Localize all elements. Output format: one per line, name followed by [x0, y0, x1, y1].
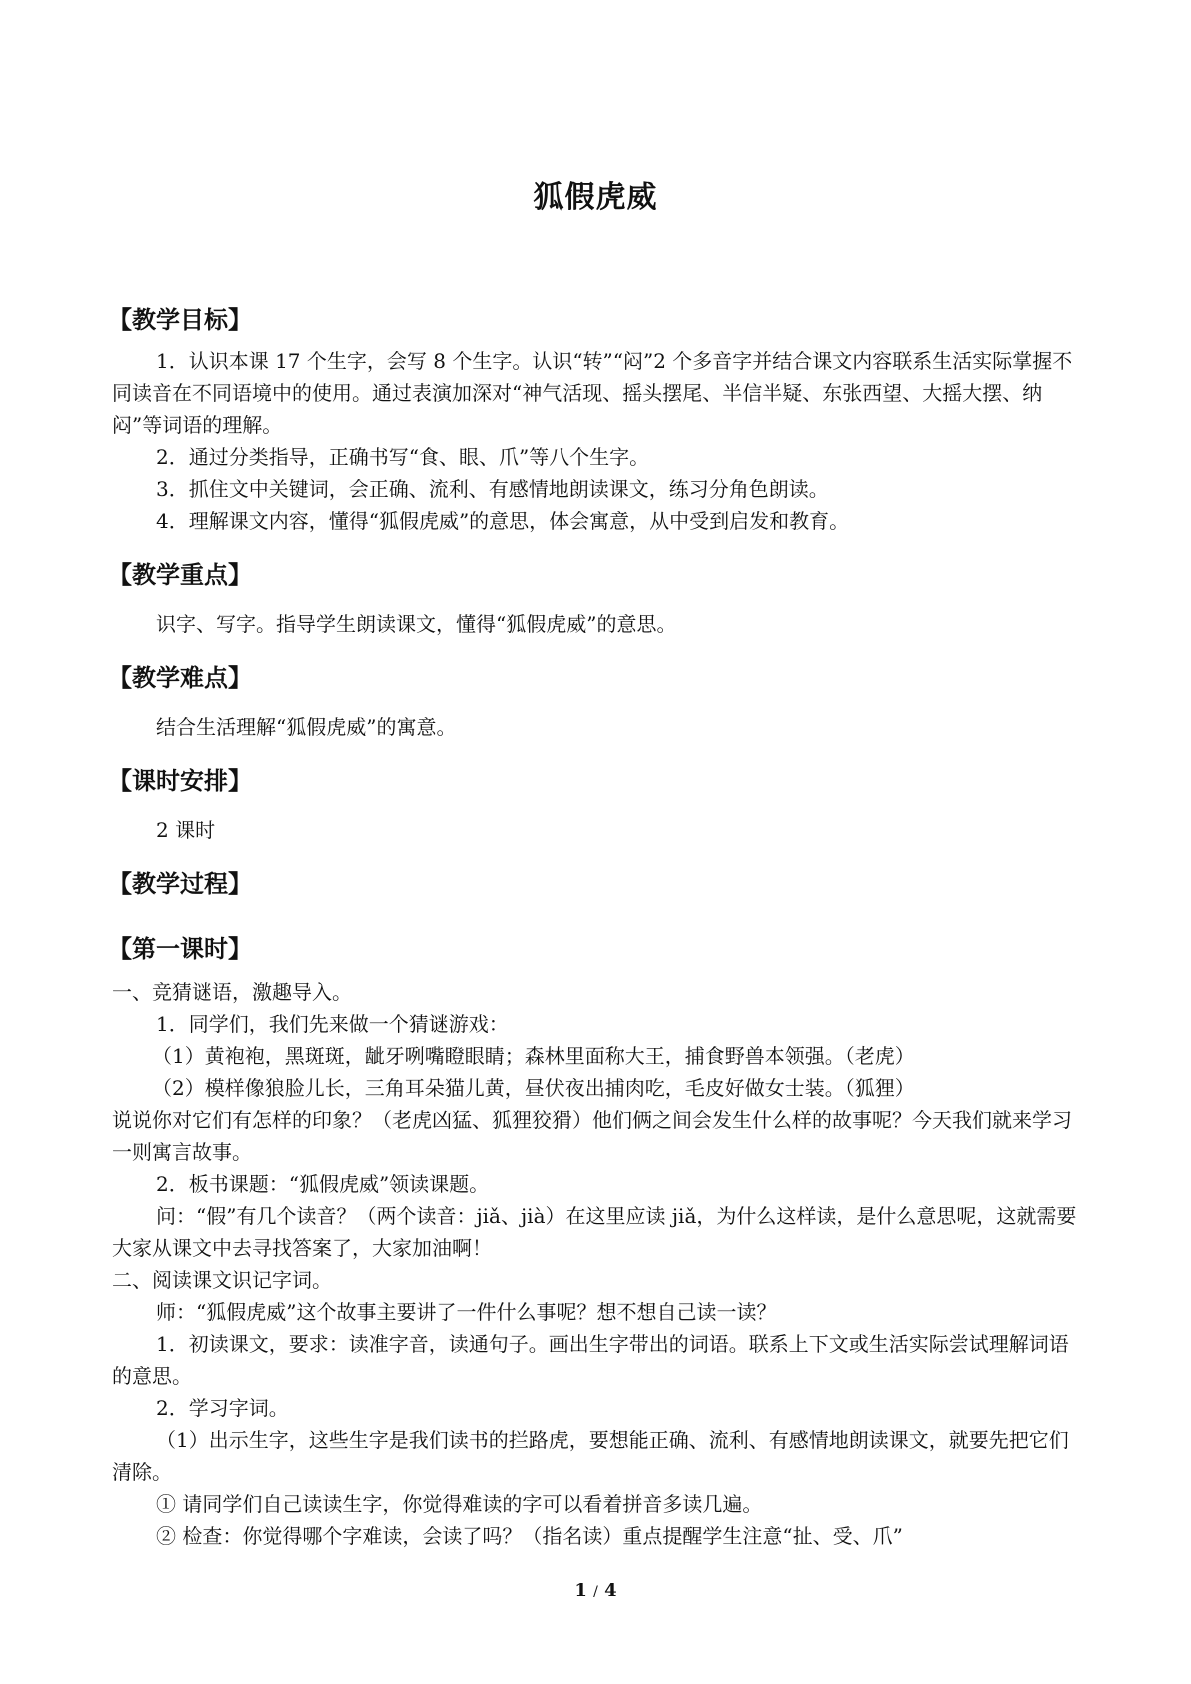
process-line: 二、阅读课文识记字词。: [112, 1268, 332, 1292]
riddle-line: （1）黄袍袍，黑斑斑，龇牙咧嘴瞪眼睛；森林里面称大王，捕食野兽本领强。（老虎）: [152, 1044, 915, 1068]
document-body: [108, 300, 1080, 1552]
page-current: 1: [574, 1580, 587, 1601]
heading-first-lesson: 【第一课时】: [108, 935, 252, 963]
goal-item: 3．抓住文中关键词，会正确、流利、有感情地朗读课文，练习分角色朗读。: [156, 477, 829, 501]
heading-teaching-difficulty: 【教学难点】: [108, 664, 252, 692]
goal-item: 2．通过分类指导，正确书写“食、眼、爪”等八个生字。: [156, 445, 650, 469]
heading-lesson-schedule: 【课时安排】: [108, 767, 252, 795]
process-line: 1．同学们，我们先来做一个猜谜游戏：: [156, 1012, 509, 1036]
document-title: 狐假虎威: [533, 180, 658, 215]
process-line: 一、竞猜谜语，激趣导入。: [112, 980, 352, 1004]
process-line: 2．板书课题：“狐假虎威”领读课题。: [156, 1172, 490, 1196]
heading-teaching-process: 【教学过程】: [108, 870, 252, 898]
process-line: 2．学习字词。: [156, 1396, 289, 1420]
goal-item: 4．理解课文内容，懂得“狐假虎威”的意思，体会寓意，从中受到启发和教育。: [156, 509, 850, 533]
difficulty-text: 结合生活理解“狐假虎威”的寓意。: [156, 715, 457, 739]
process-line: 说说你对它们有怎样的印象？（老虎凶猛、狐狸狡猾）他们俩之间会发生什么样的故事呢？今天我们就来学习一则寓言故事。: [112, 1108, 1072, 1164]
heading-teaching-focus: 【教学重点】: [108, 561, 252, 589]
focus-text: 识字、写字。指导学生朗读课文，懂得“狐假虎威”的意思。: [156, 612, 677, 636]
heading-teaching-goals: 【教学目标】: [108, 306, 252, 334]
page-number: [0, 1580, 1191, 1601]
page-total: 4: [604, 1580, 617, 1601]
process-line: 1．初读课文，要求：读准字音，读通句子。画出生字带出的词语。联系上下文或生活实际尝试理解词语的意思。: [112, 1332, 1069, 1388]
goal-item: 1．认识本课 17 个生字，会写 8 个生字。认识“转”“闷”2 个多音字并结合课文内容联系生活实际掌握不同读音在不同语境中的使用。通过表演加深对“神气活现、摇头摆尾、半信半疑、东张西望、大摇大摆、纳闷”等词语的理解。: [112, 349, 1073, 437]
process-line: （1）出示生字，这些生字是我们读书的拦路虎，要想能正确、流利、有感情地朗读课文，就要先把它们清除。: [112, 1428, 1069, 1484]
schedule-text: 2 课时: [156, 818, 216, 842]
process-line: ① 请同学们自己读读生字，你觉得难读的字可以看着拼音多读几遍。: [156, 1492, 763, 1516]
process-line: 问：“假”有几个读音？（两个读音：jiǎ、jià）在这里应读 jiǎ，为什么这样读，是什么意思呢，这就需要大家从课文中去寻找答案了，大家加油啊！: [112, 1204, 1077, 1260]
process-line: 师：“狐假虎威”这个故事主要讲了一件什么事呢？想不想自己读一读？: [156, 1300, 777, 1324]
riddle-line: （2）模样像狼脸儿长，三角耳朵猫儿黄，昼伏夜出捕肉吃，毛皮好做女士装。（狐狸）: [152, 1076, 915, 1100]
process-line: ② 检查：你觉得哪个字难读，会读了吗？（指名读）重点提醒学生注意“扯、受、爪”: [156, 1524, 903, 1548]
page-separator: /: [593, 1584, 598, 1600]
